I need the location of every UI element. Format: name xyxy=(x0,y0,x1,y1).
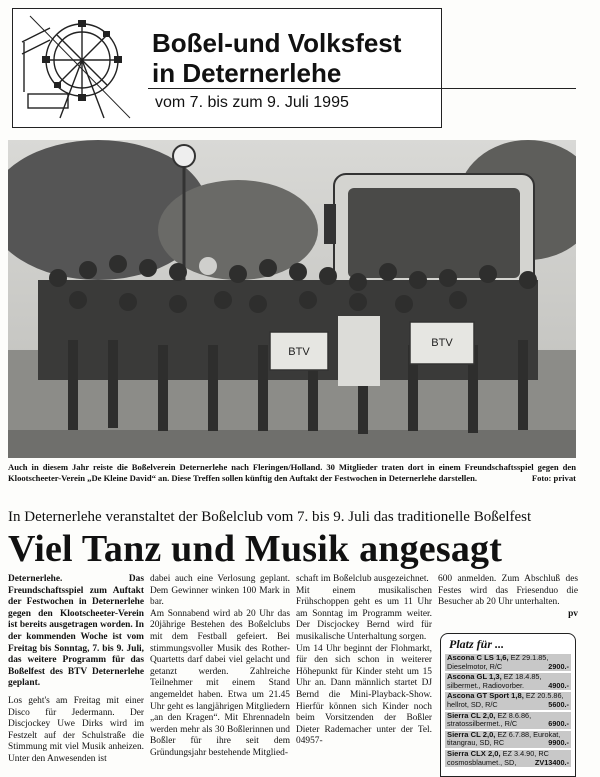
car-model: Ascona GT Sport 1,8, xyxy=(447,691,524,701)
car-spec: EZ 3.4.90, RC cosmosblaumet., SD, xyxy=(447,748,549,767)
ferris-wheel-logo xyxy=(20,12,138,122)
car-model: Sierra CL 2,0, xyxy=(447,710,496,720)
car-price: 5600.- xyxy=(548,699,569,709)
photo-credit: Foto: privat xyxy=(531,473,576,483)
photo-caption xyxy=(8,462,576,484)
car-spec: EZ 6.7.88, Eurokat, titangrau, SD, RC xyxy=(447,729,561,748)
car-ad-item xyxy=(445,712,571,729)
car-ad-item xyxy=(445,654,571,671)
car-price: 2900.- xyxy=(548,661,569,671)
car-price: 4900.- xyxy=(548,680,569,690)
car-ad-item xyxy=(445,673,571,690)
btv-sign-left-text: BTV xyxy=(288,346,310,358)
article-paragraph: Am Sonnabend wird ab 20 Uhr das 20jährige Bestehen des Boßelclubs mit dem Festball gefeiert. Bei stimmungsvoller Musik des Rother-Quartetts darf dabei viel gelacht und getanzt werden. Zahlreiche Teilnehmer mit einem Stand angemeldet haben. Etwa um 21.45 Uhr geht es langjährigen Mitgliedern „an den Kragen“. Mit Ehrennadeln werden mehr als 30 Boßlerinnen und Boßler für ihre seit dem Gründungsjahr bestehende Mitglied- xyxy=(150,608,290,758)
article-column-4 xyxy=(438,574,578,634)
article-paragraph: Los geht's am Freitag mit einer Disco für Jedermann. Der Discjockey Uwe Dirks wird im Festzelt auf der Schulstraße die Stimmung mit viel Musik anheizen. Unter den Anwesenden ist xyxy=(8,695,144,764)
article-paragraph xyxy=(438,574,578,609)
header-dates: vom 7. bis zum 9. Juli 1995 xyxy=(155,94,349,111)
car-spec: EZ 8.6.86, stratossilbermet., R/C xyxy=(447,710,532,729)
car-model: Ascona C LS 1,6, xyxy=(447,653,509,662)
header-title xyxy=(152,28,401,88)
car-model: Sierra CL 2,0, xyxy=(447,729,496,739)
car-model: Sierra CLX 2,0, xyxy=(447,748,501,758)
road-sign xyxy=(173,145,195,167)
car-spec: EZ 20.5.86, hellrot, SD, R/C xyxy=(447,691,564,709)
car-ad-item xyxy=(445,750,571,767)
article-paragraph: schaft im Boßelclub ausgezeichnet. xyxy=(296,574,429,584)
car-ad-title: Platz für ... xyxy=(449,637,505,651)
btv-sign-left xyxy=(270,332,328,370)
article-paragraph: Mit einem musikalischen Frühschoppen geht es um 11 Uhr am Sonntag im Programm weiter. Der Discjockey Bernd wird für musikalische Unterhaltung sorgen. xyxy=(296,585,432,642)
car-spec: EZ 29.1.85, Dieselmotor, R/C xyxy=(447,653,549,671)
car-price: 9900.- xyxy=(548,738,569,748)
article-paragraph: dabei auch eine Verlosung geplant. Dem Gewinner winken 100 Mark in bar. xyxy=(150,574,290,608)
kicker: In Deternerlehe veranstaltet der Boßelclub vom 7. bis 9. Juli das traditionelle Boßelfest xyxy=(8,509,532,525)
article-column-3 xyxy=(296,574,432,774)
caption-text: Auch in diesem Jahr reiste die Boßelverein Deternerlehe nach Fleringen/Holland. 30 Mitglieder traten dort in einem Freundschaftsspiel gegen den Klootscheeter-Verein „De Kleine David“ an. Diese Treffen sollen künftig den Auftakt der Festwochen in Deternerlehe darstellen. xyxy=(8,462,576,483)
article-paragraph: Um 14 Uhr beginnt der Flohmarkt, für den sich schon in weiterer Höhepunkt für Kinder steht um 15 Uhr an. Dann männlich startet DJ Bernd die Mini-Playback-Show. Hierfür können sich Kinder noch beim Vorsitzenden der Boßler Dieter Rademacher unter der Tel. 04957- xyxy=(296,643,432,747)
car-ad-box xyxy=(440,633,576,777)
btv-sign-right xyxy=(410,322,474,364)
article-closing: 600 anmelden. Zum Abschluß des Festes wird das Friesenduo die Besucher ab 20 Uhr unterhalten. xyxy=(438,574,578,608)
car-price: ZV13400.- xyxy=(534,757,569,767)
car-ad-item xyxy=(445,692,571,709)
header-title-line1: Boßel-und Volksfest xyxy=(152,28,402,58)
btv-sign-right-text: BTV xyxy=(431,337,453,349)
headline: Viel Tanz und Musik angesagt xyxy=(8,528,503,570)
header-divider xyxy=(148,88,576,89)
group-photo xyxy=(8,140,576,458)
car-model: Ascona GL 1,3, xyxy=(447,672,502,682)
article-column-1 xyxy=(8,574,144,774)
article-column-2 xyxy=(150,574,290,774)
author-signature: pv xyxy=(568,608,578,619)
car-price: 6900.- xyxy=(548,719,569,729)
header-title-line2: in Deternerlehe xyxy=(152,58,342,88)
article-lead: Deternerlehe. Das Freundschaftsspiel zum Auftakt der Festwochen in Deternerlehe gegen den Klootscheeter-Verein ist bereits ausgetragen worden. In der kommenden Woche ist vom Freitag bis Sonntag, 7. bis 9. Juli, das weitere Programm für das Boßelfest des BTV Deternerlehe geplant. xyxy=(8,574,144,689)
car-spec: EZ 18.4.85, silbermet., Radiovorber. xyxy=(447,672,542,690)
car-ad-item xyxy=(445,731,571,748)
